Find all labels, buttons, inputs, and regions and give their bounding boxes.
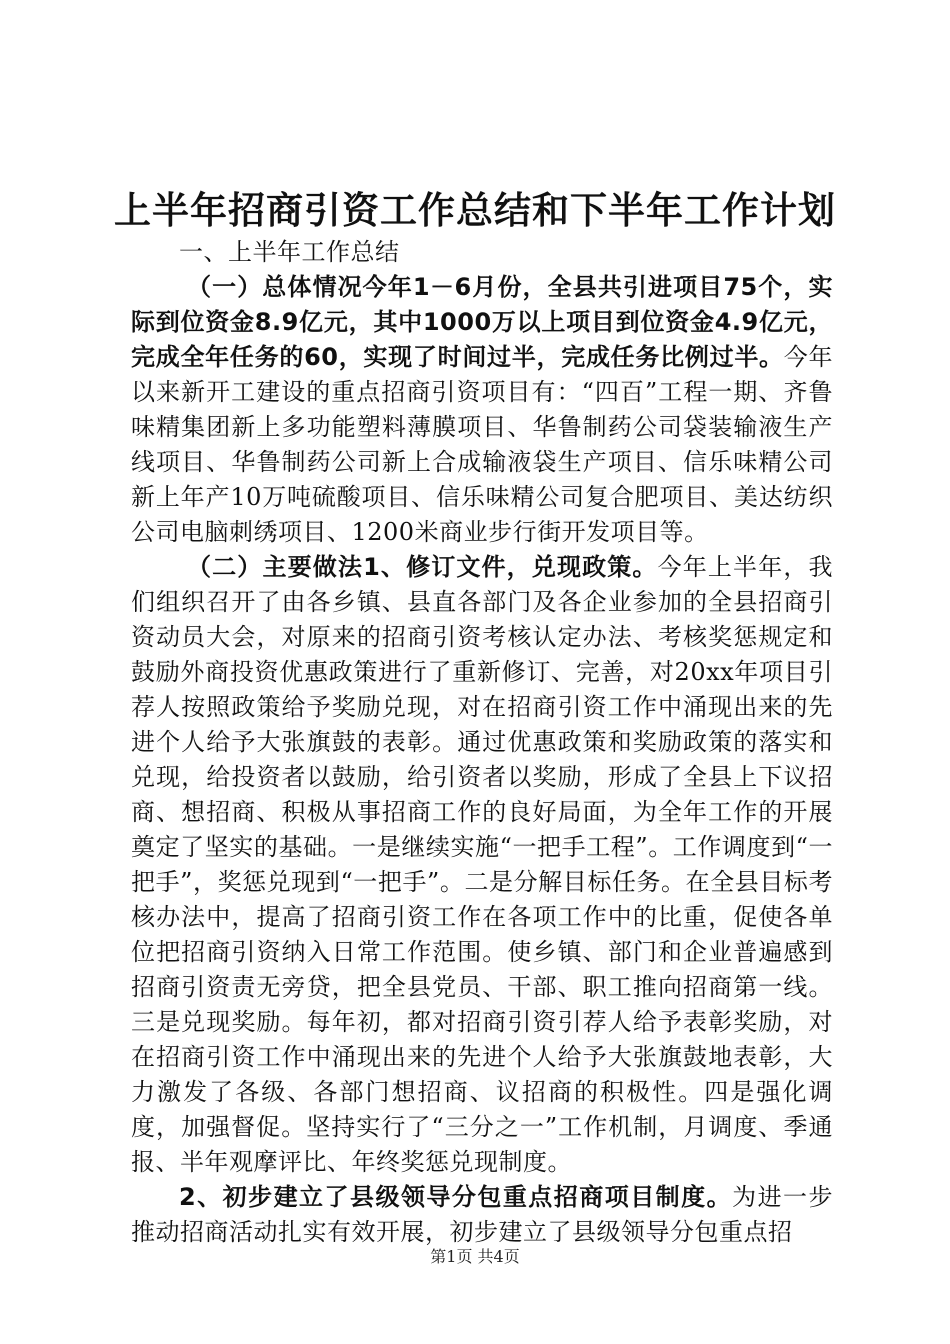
paragraph-overview-text: 今年以来新开工建设的重点招商引资项目有：“四百”工程一期、齐鲁味精集团新上多功能塑料薄膜项目、华鲁制药公司袋装输液生产线项目、华鲁制药公司新上合成输液袋生产项目、信乐味精公司新上年产10万吨硫酸项目、信乐味精公司复合肥项目、美达纺织公司电脑刺绣项目、1200米商业步行街开发项目等。 [131, 343, 833, 546]
document-title: 上半年招商引资工作总结和下半年工作计划 [114, 188, 836, 232]
paragraph-leadership-bold: 2、初步建立了县级领导分包重点招商项目制度。 [179, 1183, 733, 1211]
paragraph-methods [131, 550, 833, 1180]
paragraph-overview [131, 270, 833, 550]
paragraph-methods-text: 今年上半年，我们组织召开了由各乡镇、县直各部门及各企业参加的全县招商引资动员大会，对原来的招商引资考核认定办法、考核奖惩规定和鼓励外商投资优惠政策进行了重新修订、完善，对20xx年项目引荐人按照政策给予奖励兑现，对在招商引资工作中涌现出来的先进个人给予大张旗鼓的表彰。通过优惠政策和奖励政策的落实和兑现，给投资者以鼓励，给引资者以奖励，形成了全县上下议招商、想招商、积极从事招商工作的良好局面，为全年工作的开展奠定了坚实的基础。一是继续实施“一把手工程”。工作调度到“一把手”，奖惩兑现到“一把手”。二是分解目标任务。在全县目标考核办法中，提高了招商引资工作在各项工作中的比重，促使各单位把招商引资纳入日常工作范围。使乡镇、部门和企业普遍感到招商引资责无旁贷，把全县党员、干部、职工推向招商第一线。三是兑现奖励。每年初，都对招商引资引荐人给予表彰奖励，对在招商引资工作中涌现出来的先进个人给予大张旗鼓地表彰，大力激发了各级、各部门想招商、议招商的积极性。四是强化调度，加强督促。坚持实行了“三分之一”工作机制，月调度、季通报、半年观摩评比、年终奖惩兑现制度。 [131, 553, 834, 1176]
document-body [131, 235, 833, 1250]
paragraph-overview-bold: （一）总体情况今年1－6月份，全县共引进项目75个，实际到位资金8.9亿元，其中1000万以上项目到位资金4.9亿元，完成全年任务的60，实现了时间过半，完成任务比例过半。 [131, 273, 833, 371]
paragraph-methods-bold: （二）主要做法1、修订文件，兑现政策。 [187, 553, 658, 581]
paragraph-leadership-text: 为进一步推动招商活动扎实有效开展，初步建立了县级领导分包重点招 [131, 1183, 834, 1246]
section-heading: 一、上半年工作总结 [179, 238, 400, 266]
paragraph-leadership [131, 1180, 833, 1250]
page-number-footer: 第1页 共4页 [430, 1247, 520, 1266]
